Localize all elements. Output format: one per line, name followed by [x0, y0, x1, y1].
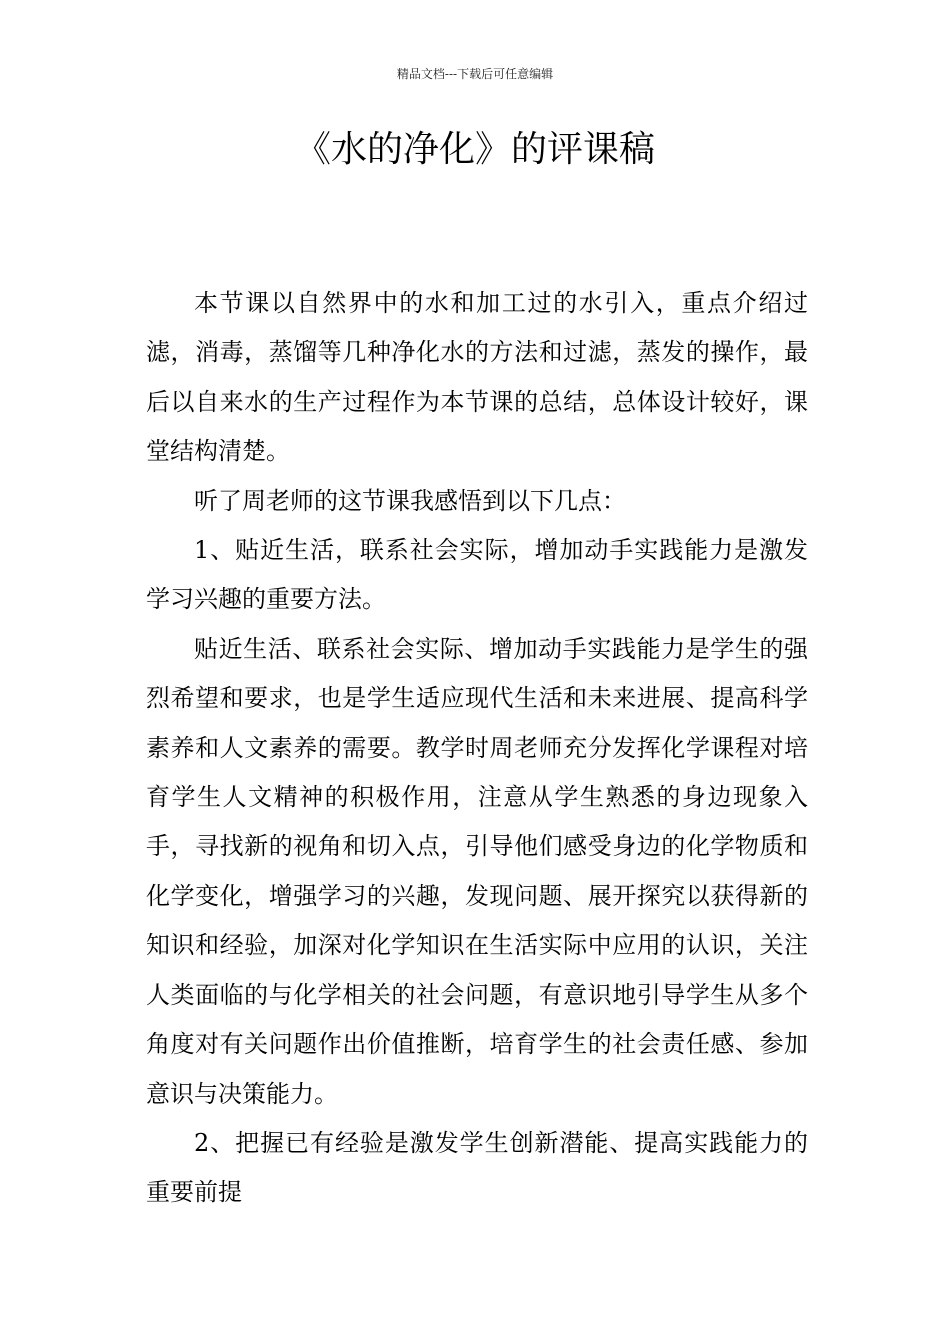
paragraph: 1、贴近生活，联系社会实际，增加动手实践能力是激发学习兴趣的重要方法。 — [146, 536, 808, 614]
document-body — [146, 279, 808, 1218]
paragraph: 贴近生活、联系社会实际、增加动手实践能力是学生的强烈希望和要求，也是学生适应现代生活和未来进展、提高科学素养和人文素养的需要。教学时周老师充分发挥化学课程对培育学生人文精神的积极作用，注意从学生熟悉的身边现象入手，寻找新的视角和切入点，引导他们感受身边的化学物质和化学变化，增强学习的兴趣，发现问题、展开探究以获得新的知识和经验，加深对化学知识在生活实际中应用的认识，关注人类面临的与化学相关的社会问题，有意识地引导学生从多个角度对有关问题作出价值推断，培育学生的社会责任感、参加意识与决策能力。 — [146, 634, 808, 1108]
paragraph: 本节课以自然界中的水和加工过的水引入，重点介绍过滤，消毒，蒸馏等几种净化水的方法和过滤，蒸发的操作，最后以自来水的生产过程作为本节课的总结，总体设计较好，课堂结构清楚。 — [146, 289, 808, 466]
document-title: 《水的净化》的评课稿 — [294, 129, 655, 170]
header-note: 精品文档---下载后可任意编辑 — [396, 67, 554, 81]
paragraph: 听了周老师的这节课我感悟到以下几点： — [194, 486, 626, 515]
paragraph: 2、把握已有经验是激发学生创新潜能、提高实践能力的重要前提 — [146, 1128, 808, 1207]
